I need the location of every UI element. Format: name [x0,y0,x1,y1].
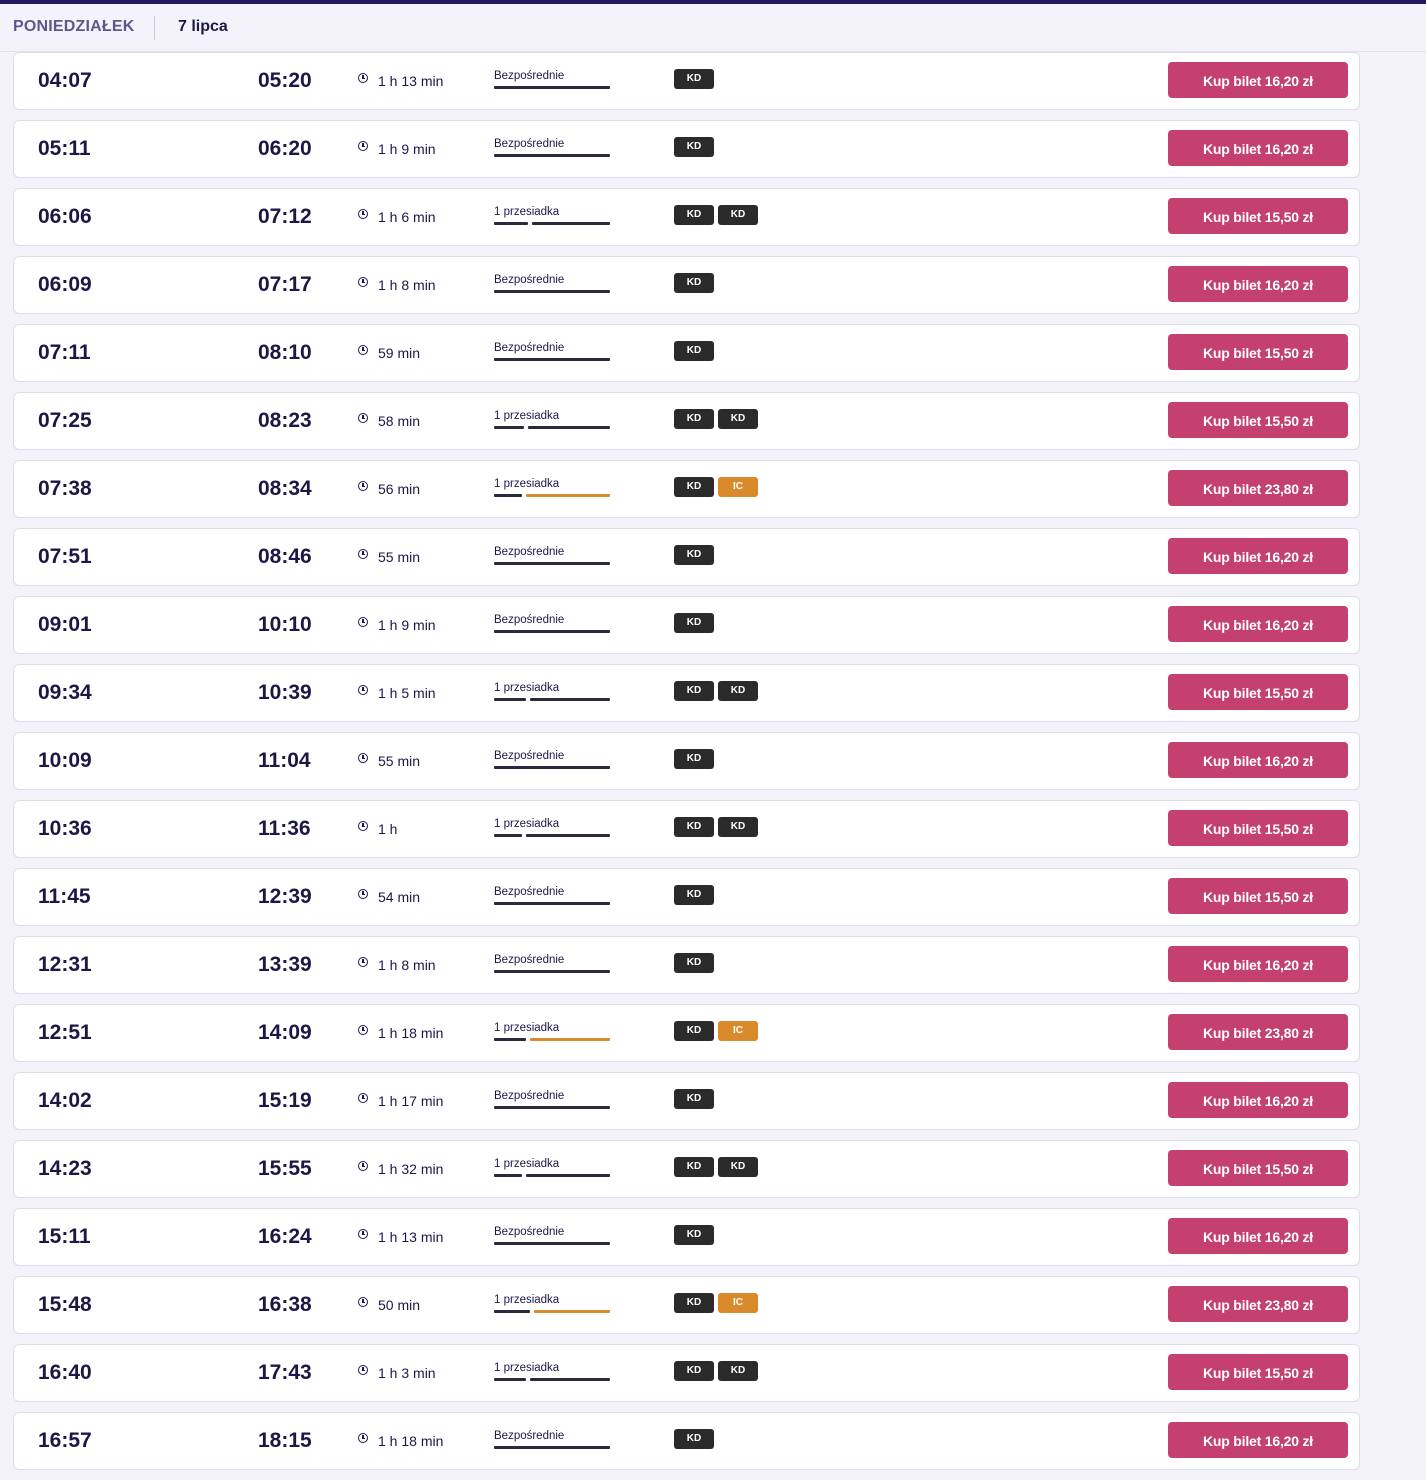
arrival-time: 15:55 [258,1157,312,1180]
transfer-info: 1 przesiadka [494,1294,560,1306]
travel-duration: 1 h 18 min [378,1433,444,1449]
departure-time: 06:06 [38,205,92,228]
departure-time: 06:09 [38,273,92,296]
clock-icon [358,141,368,151]
carrier-badge: KD [674,69,714,89]
route-segments [494,154,610,157]
route-segment [534,1310,610,1313]
departure-time: 05:11 [38,137,91,160]
connection-row[interactable] [13,256,1360,314]
buy-ticket-button[interactable]: Kup bilet 16,20 zł [1168,1422,1348,1458]
clock-icon [358,1229,368,1239]
carrier-badge: KD [674,341,714,361]
clock-icon [358,821,368,831]
carrier-badge: KD [674,1225,714,1245]
route-segments [494,1378,610,1381]
connection-row[interactable] [13,120,1360,178]
connection-row[interactable] [13,936,1360,994]
arrival-time: 12:39 [258,885,312,908]
connection-row[interactable] [13,1344,1360,1402]
connection-row[interactable] [13,52,1360,110]
arrival-time: 11:36 [258,817,311,840]
carrier-badge: KD [718,205,758,225]
carrier-badge: KD [718,1361,758,1381]
arrival-time: 17:43 [258,1361,312,1384]
travel-duration: 1 h 13 min [378,1229,444,1245]
departure-time: 07:11 [38,341,91,364]
connection-row[interactable] [13,1208,1360,1266]
buy-ticket-button[interactable]: Kup bilet 15,50 zł [1168,402,1348,438]
departure-time: 16:57 [38,1429,92,1452]
connection-row[interactable] [13,1140,1360,1198]
carrier-badge: KD [674,477,714,497]
arrival-time: 18:15 [258,1429,312,1452]
departure-time: 07:38 [38,477,92,500]
clock-icon [358,413,368,423]
transfer-info: Bezpośrednie [494,614,565,626]
connection-row[interactable] [13,460,1360,518]
buy-ticket-button[interactable]: Kup bilet 16,20 zł [1168,606,1348,642]
travel-duration: 59 min [378,345,421,361]
clock-icon [358,685,368,695]
route-segments [494,86,610,89]
connection-row[interactable] [13,1412,1360,1470]
clock-icon [358,345,368,355]
route-segment [494,290,610,293]
route-segment [494,902,610,905]
clock-icon [358,549,368,559]
clock-icon [358,73,368,83]
route-segment [494,1446,610,1449]
route-segment [530,698,610,701]
transfer-info: 1 przesiadka [494,1362,560,1374]
buy-ticket-button[interactable]: Kup bilet 16,20 zł [1168,62,1348,98]
travel-duration: 1 h 13 min [378,73,444,89]
carrier-badge: KD [674,1021,714,1041]
route-segment [494,562,610,565]
transfer-info: Bezpośrednie [494,546,565,558]
buy-ticket-button[interactable]: Kup bilet 15,50 zł [1168,878,1348,914]
transfer-info: 1 przesiadka [494,410,560,422]
transfer-info: Bezpośrednie [494,886,565,898]
day-name: PONIEDZIAŁEK [13,18,135,35]
carrier-badge: KD [674,137,714,157]
departure-time: 12:31 [38,953,92,976]
departure-time: 12:51 [38,1021,92,1044]
travel-duration: 50 min [378,1297,421,1313]
connection-row[interactable] [13,732,1360,790]
route-segments [494,562,610,565]
route-segments [494,834,610,837]
carrier-badge: KD [674,1361,714,1381]
carrier-badge: KD [674,1089,714,1109]
clock-icon [358,481,368,491]
carrier-badge: KD [718,409,758,429]
departure-time: 04:07 [38,69,92,92]
connection-row[interactable] [13,188,1360,246]
transfer-info: Bezpośrednie [494,1430,565,1442]
route-segments [494,902,610,905]
route-segment [532,222,610,225]
route-segment [494,222,528,225]
carrier-badge: KD [674,817,714,837]
transfer-info: 1 przesiadka [494,818,560,830]
departure-time: 10:36 [38,817,92,840]
buy-ticket-button[interactable]: Kup bilet 15,50 zł [1168,810,1348,846]
carrier-badge: KD [718,1157,758,1177]
day-header-divider [154,16,155,40]
travel-duration: 1 h [378,821,398,837]
connection-row[interactable] [13,596,1360,654]
route-segment [494,1038,526,1041]
buy-ticket-button[interactable]: Kup bilet 15,50 zł [1168,198,1348,234]
arrival-time: 15:19 [258,1089,312,1112]
carrier-badge: KD [674,885,714,905]
route-segment [530,1378,610,1381]
arrival-time: 08:34 [258,477,312,500]
buy-ticket-button[interactable]: Kup bilet 15,50 zł [1168,1150,1348,1186]
travel-duration: 55 min [378,753,421,769]
travel-duration: 1 h 8 min [378,957,436,973]
buy-ticket-button[interactable]: Kup bilet 23,80 zł [1168,470,1348,506]
travel-duration: 1 h 6 min [378,209,436,225]
connection-row[interactable] [13,324,1360,382]
route-segments [494,222,610,225]
departure-time: 14:02 [38,1089,92,1112]
route-segment [494,1174,522,1177]
departure-time: 10:09 [38,749,92,772]
transfer-info: Bezpośrednie [494,750,565,762]
route-segment [494,834,522,837]
arrival-time: 13:39 [258,953,312,976]
arrival-time: 16:38 [258,1293,312,1316]
clock-icon [358,277,368,287]
transfer-info: 1 przesiadka [494,206,560,218]
carrier-badge: IC [718,477,758,497]
route-segment [526,494,610,497]
route-segments [494,290,610,293]
route-segment [494,494,522,497]
route-segment [528,426,610,429]
route-segment [526,1174,610,1177]
travel-duration: 55 min [378,549,421,565]
arrival-time: 10:10 [258,613,312,636]
day-date: 7 lipca [178,18,228,35]
transfer-info: Bezpośrednie [494,342,565,354]
carrier-badge: KD [718,681,758,701]
arrival-time: 08:46 [258,545,312,568]
clock-icon [358,1093,368,1103]
transfer-info: Bezpośrednie [494,954,565,966]
transfer-info: 1 przesiadka [494,1022,560,1034]
route-segment [494,1378,526,1381]
arrival-time: 10:39 [258,681,312,704]
route-segments [494,970,610,973]
clock-icon [358,1297,368,1307]
travel-duration: 1 h 5 min [378,685,436,701]
buy-ticket-button[interactable]: Kup bilet 16,20 zł [1168,538,1348,574]
route-segment [494,766,610,769]
connection-row[interactable] [13,528,1360,586]
carrier-badge: KD [674,409,714,429]
departure-time: 15:11 [38,1225,91,1248]
route-segment [494,698,526,701]
connection-row[interactable] [13,800,1360,858]
buy-ticket-button[interactable]: Kup bilet 23,80 zł [1168,1014,1348,1050]
travel-duration: 1 h 8 min [378,277,436,293]
carrier-badge: KD [674,1293,714,1313]
departure-time: 09:34 [38,681,92,704]
transfer-info: Bezpośrednie [494,138,565,150]
carrier-badge: KD [718,817,758,837]
travel-duration: 58 min [378,413,421,429]
buy-ticket-button[interactable]: Kup bilet 15,50 zł [1168,1354,1348,1390]
connection-row[interactable] [13,392,1360,450]
connection-row[interactable] [13,1276,1360,1334]
arrival-time: 14:09 [258,1021,312,1044]
departure-time: 14:23 [38,1157,92,1180]
route-segments [494,698,610,701]
route-segment [494,630,610,633]
clock-icon [358,1161,368,1171]
travel-duration: 1 h 9 min [378,617,436,633]
clock-icon [358,957,368,967]
route-segment [494,426,524,429]
buy-ticket-button[interactable]: Kup bilet 16,20 zł [1168,1082,1348,1118]
clock-icon [358,1025,368,1035]
arrival-time: 07:17 [258,273,312,296]
day-header [0,4,1426,52]
departure-time: 15:48 [38,1293,92,1316]
route-segment [494,970,610,973]
route-segments [494,1174,610,1177]
carrier-badge: KD [674,205,714,225]
clock-icon [358,617,368,627]
buy-ticket-button[interactable]: Kup bilet 16,20 zł [1168,742,1348,778]
buy-ticket-button[interactable]: Kup bilet 15,50 zł [1168,334,1348,370]
clock-icon [358,1365,368,1375]
carrier-badge: KD [674,273,714,293]
connection-row[interactable] [13,868,1360,926]
route-segments [494,630,610,633]
travel-duration: 54 min [378,889,421,905]
carrier-badge: KD [674,545,714,565]
carrier-badge: KD [674,1157,714,1177]
departure-time: 16:40 [38,1361,92,1384]
transfer-info: Bezpośrednie [494,274,565,286]
arrival-time: 08:23 [258,409,312,432]
transfer-info: 1 przesiadka [494,1158,560,1170]
route-segments [494,358,610,361]
travel-duration: 1 h 32 min [378,1161,444,1177]
buy-ticket-button[interactable]: Kup bilet 16,20 zł [1168,266,1348,302]
buy-ticket-button[interactable]: Kup bilet 15,50 zł [1168,674,1348,710]
route-segment [494,1242,610,1245]
carrier-badge: KD [674,681,714,701]
clock-icon [358,889,368,899]
route-segments [494,1310,610,1313]
route-segments [494,766,610,769]
route-segment [494,1106,610,1109]
buy-ticket-button[interactable]: Kup bilet 16,20 zł [1168,946,1348,982]
departure-time: 09:01 [38,613,92,636]
arrival-time: 11:04 [258,749,311,772]
travel-duration: 1 h 3 min [378,1365,436,1381]
departure-time: 07:51 [38,545,92,568]
route-segments [494,1038,610,1041]
buy-ticket-button[interactable]: Kup bilet 23,80 zł [1168,1286,1348,1322]
route-segment [494,154,610,157]
carrier-badge: KD [674,953,714,973]
transfer-info: Bezpośrednie [494,70,565,82]
travel-duration: 1 h 9 min [378,141,436,157]
route-segment [494,86,610,89]
arrival-time: 06:20 [258,137,312,160]
departure-time: 07:25 [38,409,92,432]
carrier-badge: KD [674,1429,714,1449]
transfer-info: 1 przesiadka [494,682,560,694]
carrier-badge: KD [674,613,714,633]
route-segments [494,1446,610,1449]
connection-row[interactable] [13,1004,1360,1062]
departure-time: 11:45 [38,885,91,908]
clock-icon [358,1433,368,1443]
travel-duration: 56 min [378,481,421,497]
connection-row[interactable] [13,1072,1360,1130]
arrival-time: 16:24 [258,1225,312,1248]
carrier-badge: KD [674,749,714,769]
carrier-badge: IC [718,1021,758,1041]
transfer-info: Bezpośrednie [494,1226,565,1238]
arrival-time: 08:10 [258,341,312,364]
route-segment [526,834,610,837]
arrival-time: 05:20 [258,69,312,92]
clock-icon [358,209,368,219]
arrival-time: 07:12 [258,205,312,228]
buy-ticket-button[interactable]: Kup bilet 16,20 zł [1168,1218,1348,1254]
route-segments [494,1242,610,1245]
clock-icon [358,753,368,763]
transfer-info: Bezpośrednie [494,1090,565,1102]
route-segment [530,1038,610,1041]
transfer-info: 1 przesiadka [494,478,560,490]
travel-duration: 1 h 17 min [378,1093,444,1109]
route-segments [494,494,610,497]
travel-duration: 1 h 18 min [378,1025,444,1041]
route-segments [494,426,610,429]
connection-row[interactable] [13,664,1360,722]
route-segment [494,1310,530,1313]
route-segment [494,358,610,361]
route-segments [494,1106,610,1109]
buy-ticket-button[interactable]: Kup bilet 16,20 zł [1168,130,1348,166]
carrier-badge: IC [718,1293,758,1313]
